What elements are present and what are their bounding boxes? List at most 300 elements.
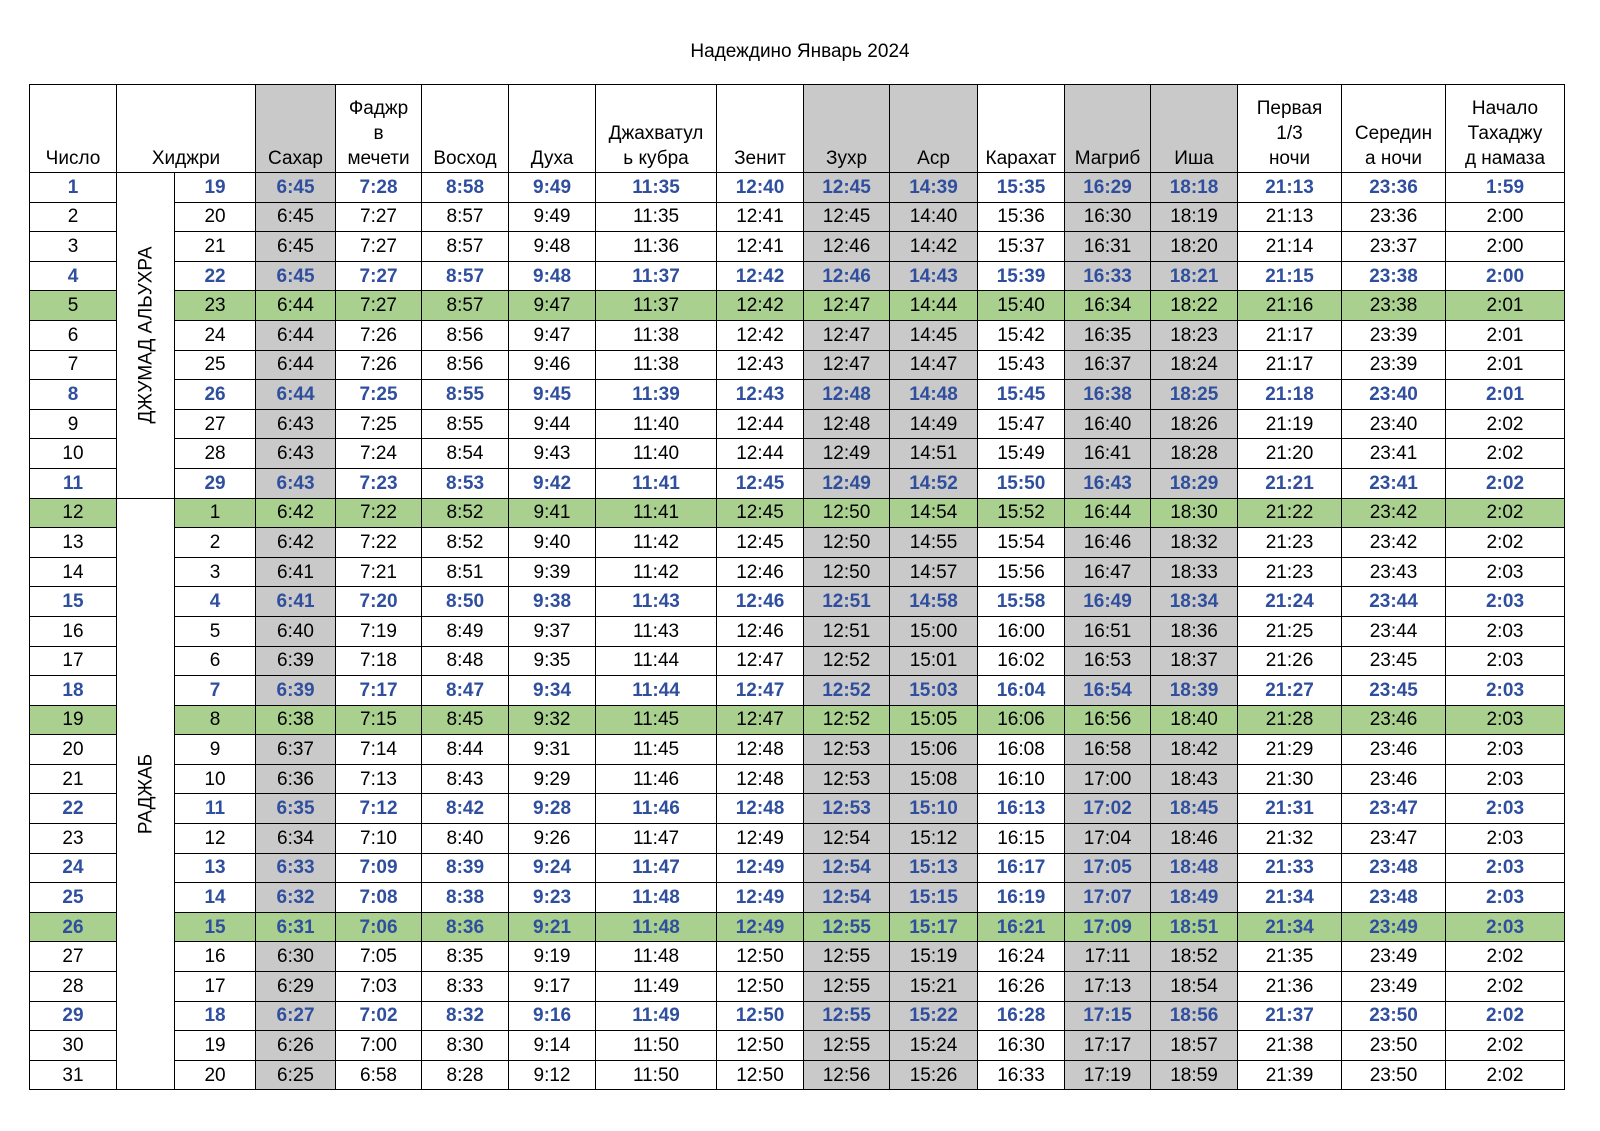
cell-karahat: 16:06 [978,705,1065,735]
cell-sahar: 6:45 [256,202,336,232]
cell-fajr: 7:25 [336,380,422,410]
cell-fajr: 7:26 [336,320,422,350]
cell-first-third: 21:34 [1238,912,1342,942]
cell-zuhr: 12:55 [804,942,890,972]
cell-zuhr: 12:48 [804,380,890,410]
cell-day: 26 [30,912,117,942]
cell-isha: 18:49 [1151,883,1238,913]
cell-fajr: 7:03 [336,972,422,1002]
cell-karahat: 15:47 [978,409,1065,439]
cell-first-third: 21:20 [1238,439,1342,469]
cell-midnight: 23:46 [1342,705,1446,735]
cell-karahat: 15:42 [978,320,1065,350]
cell-asr: 15:21 [890,972,978,1002]
cell-dzhahvatul: 11:41 [596,498,717,528]
cell-voshod: 8:39 [422,853,509,883]
cell-sahar: 6:43 [256,409,336,439]
cell-midnight: 23:49 [1342,912,1446,942]
cell-midnight: 23:48 [1342,883,1446,913]
cell-day: 8 [30,380,117,410]
cell-zuhr: 12:53 [804,794,890,824]
cell-maghrib: 17:09 [1065,912,1151,942]
cell-first-third: 21:33 [1238,853,1342,883]
cell-dzhahvatul: 11:44 [596,676,717,706]
cell-isha: 18:29 [1151,468,1238,498]
table-row [30,912,1565,942]
table-row [30,202,1565,232]
cell-zenit: 12:49 [717,912,804,942]
cell-dzhahvatul: 11:47 [596,853,717,883]
cell-duha: 9:45 [509,380,596,410]
cell-duha: 9:32 [509,705,596,735]
cell-hijri: 9 [175,735,256,765]
cell-maghrib: 17:19 [1065,1060,1151,1090]
cell-duha: 9:12 [509,1060,596,1090]
cell-hijri: 18 [175,1001,256,1031]
cell-isha: 18:24 [1151,350,1238,380]
cell-asr: 14:45 [890,320,978,350]
cell-first-third: 21:29 [1238,735,1342,765]
cell-voshod: 8:33 [422,972,509,1002]
cell-zuhr: 12:49 [804,468,890,498]
cell-asr: 14:43 [890,261,978,291]
cell-isha: 18:25 [1151,380,1238,410]
cell-maghrib: 16:43 [1065,468,1151,498]
cell-fajr: 7:26 [336,350,422,380]
cell-tahajjud: 2:00 [1446,261,1565,291]
header-sahar: Сахар [256,85,336,173]
cell-first-third: 21:36 [1238,972,1342,1002]
cell-sahar: 6:38 [256,705,336,735]
month-name: ДЖУМАД АЛЬУХРА [135,246,156,424]
cell-karahat: 15:43 [978,350,1065,380]
cell-duha: 9:40 [509,528,596,558]
cell-isha: 18:34 [1151,587,1238,617]
cell-hijri: 5 [175,616,256,646]
cell-maghrib: 16:51 [1065,616,1151,646]
cell-sahar: 6:42 [256,528,336,558]
cell-karahat: 15:56 [978,557,1065,587]
cell-sahar: 6:30 [256,942,336,972]
cell-dzhahvatul: 11:49 [596,1001,717,1031]
cell-voshod: 8:42 [422,794,509,824]
cell-tahajjud: 2:02 [1446,528,1565,558]
cell-first-third: 21:26 [1238,646,1342,676]
cell-dzhahvatul: 11:48 [596,912,717,942]
cell-dzhahvatul: 11:38 [596,350,717,380]
cell-voshod: 8:55 [422,380,509,410]
table-row [30,616,1565,646]
cell-midnight: 23:46 [1342,764,1446,794]
cell-isha: 18:23 [1151,320,1238,350]
cell-fajr: 7:06 [336,912,422,942]
cell-asr: 15:19 [890,942,978,972]
cell-first-third: 21:31 [1238,794,1342,824]
header-voshod: Восход [422,85,509,173]
cell-hijri: 20 [175,202,256,232]
header-zenit: Зенит [717,85,804,173]
cell-duha: 9:48 [509,232,596,262]
cell-maghrib: 16:40 [1065,409,1151,439]
cell-voshod: 8:49 [422,616,509,646]
cell-zuhr: 12:47 [804,320,890,350]
cell-duha: 9:49 [509,173,596,203]
cell-maghrib: 16:49 [1065,587,1151,617]
cell-asr: 14:49 [890,409,978,439]
cell-hijri: 21 [175,232,256,262]
cell-karahat: 16:10 [978,764,1065,794]
cell-midnight: 23:44 [1342,587,1446,617]
cell-karahat: 15:54 [978,528,1065,558]
cell-karahat: 16:04 [978,676,1065,706]
cell-sahar: 6:44 [256,380,336,410]
cell-maghrib: 16:38 [1065,380,1151,410]
cell-zenit: 12:41 [717,202,804,232]
cell-isha: 18:36 [1151,616,1238,646]
cell-hijri: 19 [175,173,256,203]
header-maghrib: Магриб [1065,85,1151,173]
table-row [30,705,1565,735]
cell-duha: 9:44 [509,409,596,439]
cell-tahajjud: 2:02 [1446,439,1565,469]
cell-tahajjud: 2:01 [1446,380,1565,410]
cell-duha: 9:21 [509,912,596,942]
cell-first-third: 21:13 [1238,173,1342,203]
table-row [30,1031,1565,1061]
cell-midnight: 23:39 [1342,320,1446,350]
cell-first-third: 21:18 [1238,380,1342,410]
cell-sahar: 6:41 [256,557,336,587]
cell-voshod: 8:52 [422,528,509,558]
cell-hijri: 23 [175,291,256,321]
cell-voshod: 8:57 [422,261,509,291]
cell-fajr: 7:25 [336,409,422,439]
cell-zenit: 12:45 [717,498,804,528]
cell-midnight: 23:42 [1342,528,1446,558]
table-row [30,1060,1565,1090]
cell-karahat: 16:02 [978,646,1065,676]
cell-sahar: 6:35 [256,794,336,824]
cell-midnight: 23:43 [1342,557,1446,587]
cell-day: 22 [30,794,117,824]
cell-asr: 14:57 [890,557,978,587]
cell-zenit: 12:43 [717,350,804,380]
cell-tahajjud: 2:03 [1446,705,1565,735]
cell-midnight: 23:50 [1342,1001,1446,1031]
cell-asr: 14:54 [890,498,978,528]
cell-zenit: 12:50 [717,942,804,972]
cell-dzhahvatul: 11:48 [596,942,717,972]
table-row [30,528,1565,558]
cell-fajr: 7:05 [336,942,422,972]
cell-zenit: 12:46 [717,557,804,587]
cell-duha: 9:47 [509,291,596,321]
cell-fajr: 7:24 [336,439,422,469]
cell-sahar: 6:33 [256,853,336,883]
cell-asr: 15:22 [890,1001,978,1031]
cell-dzhahvatul: 11:43 [596,616,717,646]
cell-first-third: 21:17 [1238,350,1342,380]
table-row [30,853,1565,883]
cell-zenit: 12:49 [717,853,804,883]
cell-hijri: 4 [175,587,256,617]
cell-zuhr: 12:45 [804,202,890,232]
cell-fajr: 7:18 [336,646,422,676]
cell-zuhr: 12:46 [804,232,890,262]
cell-zuhr: 12:55 [804,912,890,942]
cell-sahar: 6:45 [256,261,336,291]
cell-duha: 9:26 [509,824,596,854]
cell-asr: 15:05 [890,705,978,735]
cell-asr: 15:17 [890,912,978,942]
cell-zuhr: 12:55 [804,972,890,1002]
cell-fajr: 7:14 [336,735,422,765]
cell-hijri: 2 [175,528,256,558]
cell-maghrib: 16:30 [1065,202,1151,232]
cell-midnight: 23:44 [1342,616,1446,646]
cell-midnight: 23:38 [1342,261,1446,291]
cell-hijri: 11 [175,794,256,824]
cell-voshod: 8:57 [422,291,509,321]
cell-fajr: 7:28 [336,173,422,203]
cell-maghrib: 16:53 [1065,646,1151,676]
cell-first-third: 21:13 [1238,202,1342,232]
cell-voshod: 8:43 [422,764,509,794]
cell-zenit: 12:48 [717,794,804,824]
cell-tahajjud: 2:02 [1446,409,1565,439]
cell-maghrib: 17:11 [1065,942,1151,972]
cell-hijri: 8 [175,705,256,735]
cell-day: 30 [30,1031,117,1061]
cell-zuhr: 12:50 [804,528,890,558]
cell-midnight: 23:40 [1342,380,1446,410]
cell-zenit: 12:49 [717,883,804,913]
cell-asr: 14:55 [890,528,978,558]
cell-hijri: 1 [175,498,256,528]
cell-maghrib: 16:34 [1065,291,1151,321]
cell-maghrib: 16:33 [1065,261,1151,291]
cell-sahar: 6:29 [256,972,336,1002]
cell-sahar: 6:40 [256,616,336,646]
cell-first-third: 21:30 [1238,764,1342,794]
cell-zuhr: 12:46 [804,261,890,291]
cell-sahar: 6:45 [256,232,336,262]
header-asr: Аср [890,85,978,173]
cell-zuhr: 12:55 [804,1001,890,1031]
cell-isha: 18:43 [1151,764,1238,794]
cell-first-third: 21:14 [1238,232,1342,262]
cell-zuhr: 12:54 [804,824,890,854]
cell-sahar: 6:44 [256,350,336,380]
cell-maghrib: 16:31 [1065,232,1151,262]
cell-sahar: 6:36 [256,764,336,794]
cell-sahar: 6:44 [256,291,336,321]
cell-tahajjud: 2:01 [1446,291,1565,321]
cell-sahar: 6:43 [256,468,336,498]
header-hijri: Хиджри [117,85,256,173]
cell-day: 4 [30,261,117,291]
cell-karahat: 16:30 [978,1031,1065,1061]
cell-day: 27 [30,942,117,972]
table-row [30,261,1565,291]
table-row [30,350,1565,380]
cell-maghrib: 17:15 [1065,1001,1151,1031]
cell-maghrib: 16:58 [1065,735,1151,765]
cell-dzhahvatul: 11:47 [596,824,717,854]
cell-hijri: 20 [175,1060,256,1090]
cell-voshod: 8:57 [422,232,509,262]
cell-asr: 15:12 [890,824,978,854]
table-row [30,676,1565,706]
table-row [30,557,1565,587]
header-dzhahvatul: Джахватул ь кубра [596,85,717,173]
cell-zenit: 12:42 [717,291,804,321]
cell-sahar: 6:25 [256,1060,336,1090]
cell-tahajjud: 2:02 [1446,972,1565,1002]
cell-tahajjud: 2:02 [1446,1001,1565,1031]
cell-asr: 14:52 [890,468,978,498]
cell-maghrib: 16:54 [1065,676,1151,706]
cell-maghrib: 16:29 [1065,173,1151,203]
cell-duha: 9:34 [509,676,596,706]
cell-midnight: 23:45 [1342,676,1446,706]
cell-zenit: 12:50 [717,1031,804,1061]
cell-hijri: 6 [175,646,256,676]
cell-sahar: 6:37 [256,735,336,765]
header-karahat: Карахат [978,85,1065,173]
cell-dzhahvatul: 11:38 [596,320,717,350]
cell-first-third: 21:27 [1238,676,1342,706]
table-row [30,587,1565,617]
cell-day: 11 [30,468,117,498]
cell-voshod: 8:44 [422,735,509,765]
cell-isha: 18:30 [1151,498,1238,528]
cell-asr: 14:40 [890,202,978,232]
month-label-jumada [117,173,175,499]
cell-isha: 18:46 [1151,824,1238,854]
cell-isha: 18:28 [1151,439,1238,469]
cell-first-third: 21:21 [1238,468,1342,498]
cell-voshod: 8:45 [422,705,509,735]
cell-duha: 9:46 [509,350,596,380]
cell-midnight: 23:49 [1342,942,1446,972]
cell-first-third: 21:28 [1238,705,1342,735]
table-body [30,173,1565,1090]
cell-asr: 14:58 [890,587,978,617]
cell-voshod: 8:30 [422,1031,509,1061]
cell-day: 20 [30,735,117,765]
cell-first-third: 21:24 [1238,587,1342,617]
table-row [30,735,1565,765]
cell-hijri: 27 [175,409,256,439]
table-row [30,291,1565,321]
cell-isha: 18:21 [1151,261,1238,291]
cell-duha: 9:42 [509,468,596,498]
cell-midnight: 23:39 [1342,350,1446,380]
cell-karahat: 16:17 [978,853,1065,883]
cell-zuhr: 12:53 [804,735,890,765]
cell-isha: 18:52 [1151,942,1238,972]
cell-karahat: 15:49 [978,439,1065,469]
cell-hijri: 29 [175,468,256,498]
cell-karahat: 15:36 [978,202,1065,232]
cell-fajr: 7:27 [336,232,422,262]
cell-isha: 18:48 [1151,853,1238,883]
cell-midnight: 23:38 [1342,291,1446,321]
cell-tahajjud: 2:03 [1446,646,1565,676]
cell-voshod: 8:56 [422,350,509,380]
cell-dzhahvatul: 11:45 [596,705,717,735]
cell-first-third: 21:19 [1238,409,1342,439]
table-row [30,646,1565,676]
cell-first-third: 21:25 [1238,616,1342,646]
cell-hijri: 3 [175,557,256,587]
cell-day: 28 [30,972,117,1002]
cell-karahat: 16:00 [978,616,1065,646]
cell-day: 17 [30,646,117,676]
cell-dzhahvatul: 11:40 [596,409,717,439]
cell-zenit: 12:44 [717,409,804,439]
cell-asr: 14:51 [890,439,978,469]
cell-zenit: 12:41 [717,232,804,262]
cell-sahar: 6:26 [256,1031,336,1061]
cell-sahar: 6:31 [256,912,336,942]
cell-karahat: 16:15 [978,824,1065,854]
cell-hijri: 17 [175,972,256,1002]
cell-duha: 9:28 [509,794,596,824]
cell-fajr: 6:58 [336,1060,422,1090]
cell-fajr: 7:10 [336,824,422,854]
cell-sahar: 6:27 [256,1001,336,1031]
cell-isha: 18:45 [1151,794,1238,824]
cell-zenit: 12:43 [717,380,804,410]
cell-day: 2 [30,202,117,232]
cell-zenit: 12:49 [717,824,804,854]
cell-zuhr: 12:45 [804,173,890,203]
cell-zenit: 12:46 [717,616,804,646]
cell-tahajjud: 2:02 [1446,498,1565,528]
cell-duha: 9:35 [509,646,596,676]
table-row [30,173,1565,203]
cell-karahat: 15:58 [978,587,1065,617]
cell-isha: 18:56 [1151,1001,1238,1031]
cell-duha: 9:29 [509,764,596,794]
cell-zuhr: 12:52 [804,676,890,706]
cell-karahat: 15:39 [978,261,1065,291]
page-title: Надеждино Январь 2024 [690,41,910,62]
cell-hijri: 10 [175,764,256,794]
cell-dzhahvatul: 11:46 [596,794,717,824]
cell-dzhahvatul: 11:44 [596,646,717,676]
cell-asr: 14:48 [890,380,978,410]
cell-zuhr: 12:55 [804,1031,890,1061]
cell-isha: 18:59 [1151,1060,1238,1090]
cell-karahat: 16:13 [978,794,1065,824]
cell-hijri: 14 [175,883,256,913]
table-row [30,320,1565,350]
cell-karahat: 15:45 [978,380,1065,410]
cell-midnight: 23:50 [1342,1031,1446,1061]
cell-maghrib: 17:17 [1065,1031,1151,1061]
cell-voshod: 8:28 [422,1060,509,1090]
cell-sahar: 6:42 [256,498,336,528]
cell-isha: 18:20 [1151,232,1238,262]
cell-dzhahvatul: 11:50 [596,1031,717,1061]
cell-zuhr: 12:47 [804,350,890,380]
cell-zuhr: 12:51 [804,616,890,646]
cell-tahajjud: 2:03 [1446,557,1565,587]
header-midnight: Середин а ночи [1342,85,1446,173]
